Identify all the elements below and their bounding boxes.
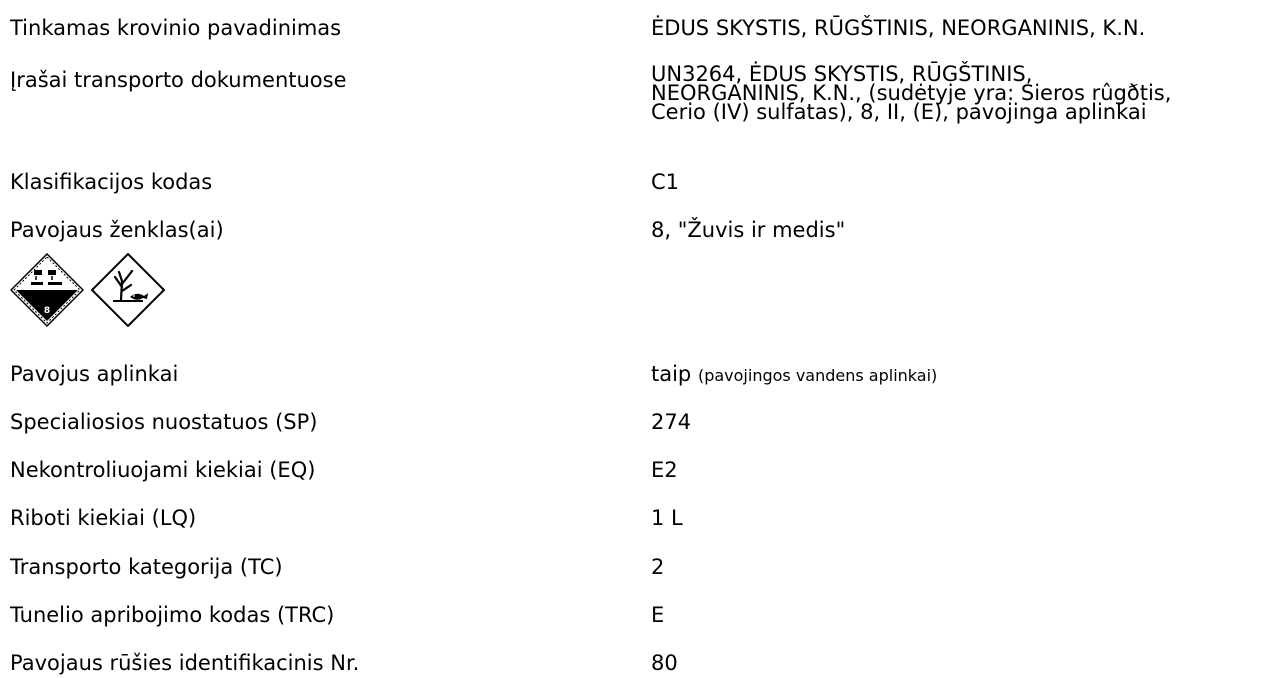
limited-quantities-value: 1 L: [651, 506, 683, 530]
special-provisions-label: Specialiosios nuostatuos (SP): [10, 410, 318, 434]
transport-documents-label: Įrašai transporto dokumentuose: [10, 68, 347, 92]
environmental-hazard-value-wrap: [651, 361, 937, 389]
transport-documents-value: [651, 62, 1271, 124]
proper-shipping-name-label: Tinkamas krovinio pavadinimas: [10, 16, 342, 40]
environmental-hazard-label: Pavojus aplinkai: [10, 362, 179, 386]
class-number-text: 8: [43, 306, 51, 316]
transport-category-label: Transporto kategorija (TC): [10, 555, 283, 579]
excepted-quantities-value: E2: [651, 458, 678, 482]
transport-documents-line-3: Cerio (IV) sulfatas), 8, II, (E), pavojinga aplinkai: [651, 100, 1147, 124]
transport-category-value: 2: [651, 555, 665, 579]
tunnel-restriction-code-value: E: [651, 603, 665, 627]
classification-code-value: C1: [651, 170, 680, 194]
corrosive-class-8-icon: [10, 253, 84, 327]
transport-documents-line-2: NEORGANINIS, K.N., (sudėtyje yra: Sieros rûgðtis,: [651, 81, 1172, 105]
hazard-labels-label: Pavojaus ženklas(ai): [10, 218, 224, 242]
environment-fish-tree-icon: [91, 253, 165, 327]
limited-quantities-label: Riboti kiekiai (LQ): [10, 506, 197, 530]
hazard-identification-number-label: Pavojaus rūšies identifikacinis Nr.: [10, 651, 360, 675]
hazard-identification-number-value: 80: [651, 651, 678, 675]
tunnel-restriction-code-label: Tunelio apribojimo kodas (TRC): [10, 603, 335, 627]
classification-code-label: Klasifikacijos kodas: [10, 170, 213, 194]
transport-documents-line-1: UN3264, ĖDUS SKYSTIS, RŪGŠTINIS,: [651, 62, 1033, 86]
proper-shipping-name-value: ĖDUS SKYSTIS, RŪGŠTINIS, NEORGANINIS, K.N.: [651, 16, 1146, 40]
environmental-hazard-note: (pavojingos vandens aplinkai): [697, 366, 938, 385]
hazard-labels-value: 8, "Žuvis ir medis": [651, 218, 846, 242]
special-provisions-value: 274: [651, 410, 692, 434]
excepted-quantities-label: Nekontroliuojami kiekiai (EQ): [10, 458, 316, 482]
environmental-hazard-value: taip: [651, 362, 692, 386]
